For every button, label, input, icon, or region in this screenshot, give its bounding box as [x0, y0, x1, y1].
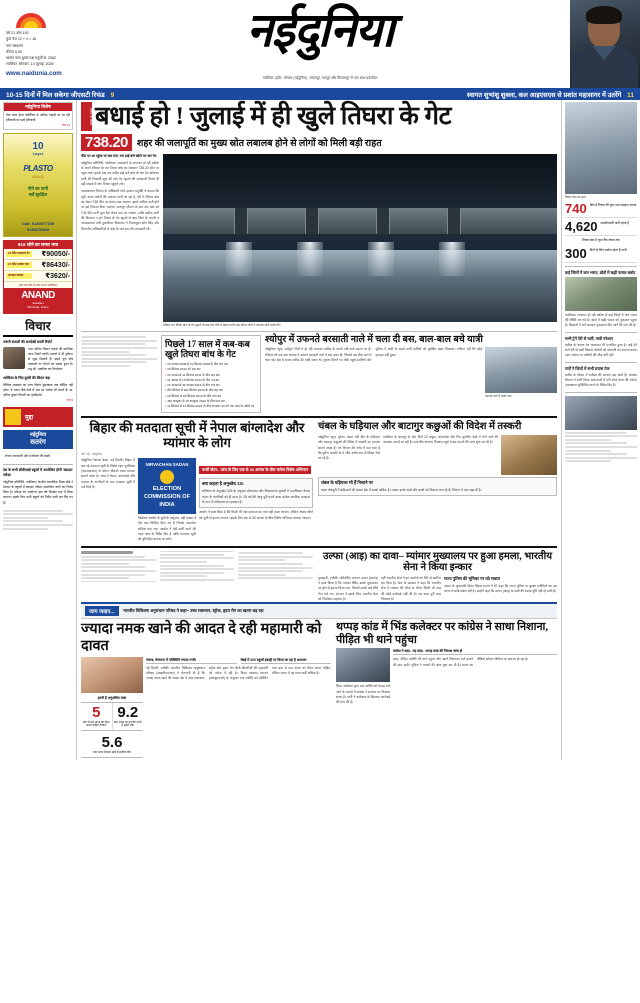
- thappad-photo-wrap: [336, 648, 390, 705]
- dam-stat-fullline: तिघरा बांध में फुल टैंक लेवल तक: [582, 238, 620, 242]
- thappad-photo: [336, 648, 390, 682]
- vichar-item[interactable]: [3, 340, 73, 372]
- teaser-right-page: 11: [627, 91, 634, 99]
- right-story-photo-0: [565, 277, 637, 311]
- right-story-text-1: बारिश के कारण रेल यातायात भी प्रभावित हुआ है। कई ट्रेनें घंटों देरी से चलीं जिससे यात्रियों को परेशानी का सामना करना पड़ा। स्टेशन पर यात्रियों की भीड़ लगी रही।: [565, 342, 637, 358]
- right-story-head-2[interactable]: सर्पों ने जिलों में सभी प्रयास तेज: [565, 365, 610, 371]
- vichar-title: विचार: [3, 317, 73, 337]
- dam-stat-text: फीट है तिघरा की कुल जल संग्रहण क्षमता: [589, 203, 637, 207]
- salt-body: नई दिल्ली, एजेंसी। भारतीय चिकित्सा अनुसंधान परिषद (आइसीएमआर) ने चेतावनी दी है कि ज्यादा नमक खाने की आदत देश में उच्च रक्तचाप, स्ट्रोक और हृदय रोग जैसी बीमारियों की महामारी को न्योता दे रही है। विश्व स्वास्थ्य संगठन (डब्ल्यूएचओ) के अनुसार एक व्यक्ति को प्रतिदिन पांच ग्राम से कम नमक का सेवन करना चाहिए, लेकिन भारत में यह मात्रा कहीं अधिक है।: [146, 665, 331, 681]
- chambal-side: [383, 435, 498, 475]
- ulfa-col-0: गुवाहाटी, एजेंसी। प्रतिबंधित संगठन उल्फा (स्वतंत्र) ने दावा किया है कि म्यांमार स्थित उसके मुख्यालय पर ड्रोन से हमला किया गया, जिसमें उसके कई शीर्ष नेता मारे गए। संगठन ने इसके लिए भारतीय सेना को जिम्मेदार ठहराया है।: [318, 575, 378, 601]
- salt-stat-num: 5: [92, 703, 101, 721]
- salt-stat: [113, 703, 144, 731]
- thappad-col-0: भिंड। कलेक्टर द्वारा एक व्यक्ति को थप्पड़ मारे जाने के मामले में कांग्रेस ने सरकार पर निशाना साधा है। पार्टी ने कलेक्टर के खिलाफ कार्रवाई की मांग की है।: [336, 684, 390, 705]
- salt-stat-header: इतनी है अनुशंसित मात्रा: [97, 695, 127, 700]
- bihar-kicker: और पढ़ें • नईदुनिया: [81, 452, 102, 457]
- tank-layer-label: Layer: [32, 151, 44, 157]
- right-rail: [562, 100, 640, 760]
- box17-item: ▪ 22 सितंबर से 29 सितंबर 2019 के बीच पांच बार: [165, 394, 257, 399]
- lead-photo-caption: रविवार रात तिघरा बांध के गेट खुलने के बाद तेज गति से बहता पानी। इस दौरान लोगों ने जमकर मौज मस्ती की।: [163, 322, 281, 327]
- lead-left-caption: फीट पर आ पहुंचा था जल स्तर, रात ढाई बजे खोले गए चार गेट: [81, 153, 157, 158]
- top-teaser-strip: [0, 88, 640, 100]
- salt-stat-num: 5.6: [101, 734, 123, 752]
- mudda-badge[interactable]: [3, 407, 73, 427]
- teaser-right[interactable]: [467, 90, 634, 99]
- masthead-title: [125, 2, 515, 61]
- lead-text-col: [81, 154, 159, 328]
- dam-right-caption: तिघरा बांध का दृश्य: [565, 195, 586, 199]
- dam-stat-num: 4,620: [565, 219, 598, 234]
- salt-colhead-1: चेन्नई में 300 स्कूलों इंडस्ट्री पर किया जा रहा है अध्ययन: [241, 657, 332, 664]
- lead-headline[interactable]: बधाई हो ! जुलाई में ही खुले तिघरा के गेट: [95, 101, 452, 130]
- ulfa-headline[interactable]: उल्फा (आइ) का दावा– म्यांमार मुख्यालय पर हुआ हमला, भारतीय सेना ने किया इन्कार: [322, 550, 553, 574]
- masthead: [0, 0, 640, 88]
- salt-stat-text: ग्राम नमक रोजाना खाते हैं ग्रामीण लोग: [93, 750, 131, 755]
- jeweller-address: MG Road, Indore: [27, 305, 49, 310]
- nd-special-text: [4, 111, 72, 129]
- bottom-row: [81, 621, 557, 760]
- ulfa-side: [444, 576, 557, 603]
- vichar-author-photo: [3, 347, 25, 369]
- vichar-item-author: प्रभु सी. चावरिया का विश्लेषण: [28, 367, 63, 372]
- salt-stat-text: ग्राम नमक का उपभोग करते हैं शहरी लोग: [113, 719, 142, 728]
- vichar-item-head: जरूरी सवालों की अनदेखी करती रिपोर्ट: [3, 340, 52, 345]
- chambal-col-0: नईदुनिया न्यूज, मुरैना। चंबल नदी क्षेत्र के घड़ियाल और बाटागुर कछुओं की विदेश में तस्करी का मामला सामने आया है। वन विभाग की जांच में पता चला है कि दुर्लभ प्रजाति के ये जीव अवैध रूप से विदेश भेजे जा रहे हैं।: [318, 434, 380, 461]
- lead-photo: [163, 154, 557, 322]
- chambal-row: [318, 435, 557, 475]
- meta-line-2: नगर संस्करण: [6, 43, 24, 48]
- chambal-side-head: चंबल के घड़ियाल भी हैं निशाने पर: [321, 479, 373, 485]
- meta-line-3: कीमत 5.00: [6, 49, 22, 54]
- dam-history-col: [81, 335, 157, 414]
- shyopur-body: नईदुनिया न्यूज, श्योपुर। जिले में हो रही लगातार बारिश के चलते नदी-नाले उफान पर हैं। रविवार को एक बस चालक ने उफनते बरसाती नाले में बस उतार दी, जिससे बस बीच नाले में फंस गई। बस में सवार करीब 30 यात्री सवार थे। सूचना मिलने पर मौके पहुंचे ग्रामीणों और पुलिस ने रस्सी के सहारे सभी यात्रियों को सुरक्षित बाहर निकाला। गनीमत रही कि कोई हताहत नहीं हुआ।: [265, 347, 482, 363]
- ulfa-side-text: असम के मुख्यमंत्री हिमंत बिस्वा सरमा ने भी कहा कि राज्य पुलिस या सुरक्षा एजेंसियों का इस घटना से कोई संबंध नहीं है। उन्होंने कहा कि उल्फा (आइ) के दावों की स्वतंत्र पुष्टि नहीं हो सकी है।: [444, 583, 557, 593]
- article-326-box: [199, 478, 313, 508]
- second-row: [81, 335, 557, 414]
- thappad-headline[interactable]: थप्पड़ कांड में भिंड कलेक्टर पर कांग्रेस ने साधा निशाना, पीड़ित भी थाने पहुंचा: [336, 621, 549, 646]
- bihar-col-1: निर्वाचन आयोग के सूत्रों के अनुसार, बड़ी संख्या में ऐसे नाम चिन्हित किए गए हैं जिनके दस्तावेज संदिग्ध पाए गए। आयोग ने ऐसे सभी नामों की गहन जांच के निर्देश दिए हैं ताकि मतदाता सूची को त्रुटिरहित बनाया जा सके।: [138, 515, 196, 542]
- thappad-row: [336, 648, 557, 705]
- gold-row-label: 22 कैरेट अच्छा भाव: [6, 262, 32, 268]
- lead-flag: तिघरा पर विशेष: [81, 102, 92, 131]
- ulfa-row: [318, 576, 557, 603]
- box17-item: ▪ 23 सितंबर 2010 को एक बार: [165, 367, 257, 372]
- bihar-story: [81, 421, 313, 542]
- right-story-head-0[interactable]: कई जिलों में जल भराव, खेतों में खड़ी फसल बर्बाद: [565, 269, 636, 275]
- lead-para-0: नईदुनिया प्रतिनिधि, ग्वालियर। जलाशयों के लगातार हो रही बारिश के चलते रविवार देर रात तिघरा बांध का जलस्तर 738.20 फीट पर पहुंच गया। इसके बाद रात करीब ढाई बजे बांध के चार गेट खोलकर पानी की निकासी शुरू की गई। गेट खुलने की जानकारी मिलते ही बड़ी संख्या में लोग तिघरा पहुंचने लगे।: [81, 160, 159, 186]
- cbse-text: नईदुनिया प्रतिनिधि, ग्वालियर। केन्द्रीय माध्यमिक शिक्षा बोर्ड ने देशभर के स्कूलों में स्काउट परीक्षा आयोजित करने का निर्णय लिया है। परीक्षा का आयोजन इस वर्ष सितंबर माह में किया जाएगा। इसके लिए सभी स्कूलों को निर्देश जारी कर दिए गए हैं।: [3, 480, 73, 505]
- main-column: [76, 100, 562, 760]
- thappad-col-1: उधर, पीड़ित व्यक्ति भी थाने पहुंचा और उसने शिकायत दर्ज कराने की बात कही। पुलिस ने मामले की जांच शुरू कर दी है। घटना का वीडियो सोशल मीडिया पर वायरल हो रहा है।: [393, 657, 529, 667]
- dam-stat-text: एमसीएफटी पानी रहता है: [600, 221, 630, 225]
- dam-stat-text: दिनों के लिए पर्याप्त होता है पानी: [589, 247, 627, 252]
- satrang-title: सतरंग: [30, 438, 46, 447]
- chambal-side-box: [318, 477, 557, 496]
- jeweller-name: ANAND: [21, 290, 55, 302]
- box17-list: [165, 362, 257, 409]
- tank-slogan-1: पीने का पानी: [27, 186, 49, 192]
- meta-line-5: ग्वालियर, सोमवार, 14 जुलाई, 2025: [6, 62, 54, 67]
- bihar-col-0: नईदुनिया नेशनल डेस्क, नई दिल्ली। बिहार में चल रहे मतदाता सूची के विशेष गहन पुनरीक्षण (एसआइआर) के दौरान चौंकाने वाला मामला सामने आया है। जांच में नेपाल, बांग्लादेश और म्यांमार के नागरिकों के नाम मतदाता सूची में दर्ज मिले हैं।: [81, 458, 135, 489]
- salt-stats-col: [81, 657, 143, 761]
- lead-photo-wrap: [163, 154, 557, 328]
- nd-special-label: नईदुनिया विशेष: [4, 103, 72, 111]
- bihar-extra-col: [81, 551, 313, 603]
- columnist-portrait: [570, 0, 640, 88]
- box17-item: ▪ आठ अक्टूबर से 15 अक्टूबर 2022 के बीच पांच बार: [165, 399, 257, 404]
- thappad-subhead: कांग्रेस ने कहा– यह कहा– थप्पड़ कांड की निष्पक्ष जांच हो: [393, 648, 557, 655]
- jagjaye-strip: [81, 602, 557, 619]
- chambal-photo: [501, 435, 557, 475]
- salt-colheads: [146, 657, 331, 664]
- plasto-tank-ad[interactable]: [3, 133, 73, 237]
- gold-row-label: आपका फायदा: [6, 273, 32, 279]
- right-bottom-photo: [565, 396, 637, 430]
- chambal-photo-wrap: [501, 435, 557, 475]
- tank-brand: PLASTO: [23, 164, 53, 174]
- cbse-head: देश के सभी सीबीएसई स्कूलों में आयोजित होगी 'स्काउट' परीक्षा: [3, 467, 74, 478]
- chambal-side-text: चंबल सेंक्चुरी में घड़ियालों की संख्या देश में सबसे अधिक है। तस्कर इनके अंडों और बच्चों को निशाना बना रहे हैं। विभाग ने गश्त बढ़ा दी है।: [321, 487, 482, 492]
- lead-grid: [81, 154, 557, 328]
- dam-stat-num: 740: [565, 201, 587, 216]
- ec-line3: ELECTION COMMISSION OF INDIA: [144, 486, 190, 509]
- vichar-section: [3, 317, 73, 403]
- chambal-headline[interactable]: चंबल के घड़ियाल और बाटागुर कछुओं की विदेश में तस्करी: [318, 421, 522, 433]
- jagjaye-tag: जाग जाइए...: [85, 606, 119, 616]
- left-rail: [0, 100, 76, 760]
- satrang-kicker: नईदुनिया: [29, 432, 47, 439]
- teaser-left-page: 9: [110, 91, 115, 99]
- nd-special-box[interactable]: [3, 102, 73, 130]
- masthead-left-info: [4, 6, 82, 77]
- right-story-head-1[interactable]: सभी ट्रेनें देरी से चलीं, यात्री परेशान: [565, 335, 614, 341]
- salt-body-col: [146, 657, 331, 761]
- chambal-story: [318, 421, 557, 542]
- bihar-inset-col: [199, 458, 313, 542]
- salt-stat: [81, 733, 143, 757]
- box17-item: ▪ 11 अगस्त से 15 सितंबर 2012 के बीच 14 बार: [165, 378, 257, 383]
- bihar-ec-col: [138, 458, 196, 542]
- article-326-head: क्या कहता है अनुच्छेद 326: [202, 481, 244, 487]
- salt-stat-group-2: [81, 733, 143, 758]
- bihar-redtag: फर्जी वोटर– जांच के लिए एक से 30 अगस्त के बीच चलेगा विशेष अभियान: [199, 466, 311, 474]
- bihar-row: [81, 458, 313, 542]
- salt-headline[interactable]: ज्यादा नमक खाने की आदत दे रही महामारी को दावत: [81, 621, 322, 654]
- right-story-text-2: बारिश के मौसम में सर्पदंश की घटनाएं बढ़ जाती हैं। स्वास्थ्य विभाग ने सभी जिला अस्पतालों में एंटी स्नेक वेनम की पर्याप्त उपलब्धता सुनिश्चित करने के निर्देश दिए हैं।: [565, 372, 637, 388]
- gold-rate-ad[interactable]: [3, 240, 73, 314]
- masthead-editions: ग्वालियर, इंदौर, भोपाल (नईदुनिया), जबलपुर, रायपुर और बिलासपुर से एक साथ प्रकाशित: [262, 76, 378, 80]
- gold-ad-note: सभी भाव प्रति 10 ग्राम (GST अतिरिक्त): [18, 284, 58, 288]
- lead-body: [81, 161, 159, 232]
- shyopur-body-row: [265, 347, 557, 399]
- teaser-right-text: स्वागत शुभांशु शुक्ला, कल आइएसएस से प्रशांत महासागर में उतरेंगे: [466, 91, 622, 99]
- jeweller-sub: Jewellers: [32, 301, 44, 306]
- shyopur-photo: [485, 347, 557, 393]
- shyopur-photo-wrap: [485, 347, 557, 399]
- tank-phone-1: Call: 9130077155: [21, 220, 55, 226]
- bihar-extra-text: [81, 551, 313, 581]
- tank-grade: GOLD: [32, 174, 44, 180]
- salt-colhead-0: पंजाब, तेलंगाना में परिस्थिति ज्यादा गंभीर: [146, 657, 237, 664]
- lead-para-1: जलसंसाधन विभाग के अधिकारी गोले हालात चतुर्वेदी ने बताया कि भूमि अपार कमेटी की लगातार पानी आ रहा है, ऐसे में रविवार बांध का लेवल 738 फीट पर बनाए रखा जाएगा। इससे अधिक पानी होने पर इसे निकाल दिया जाएगा। मानसून सीजन के अंत तक बांध को 742 फीट पानी फुल टैंक लेवल तक भर जाएगा, ताकि खरीफ पानी की किल्लत न हो। तिघरा के गेट खुलने के बाद जिले के प्रभारी व जलसंसाधन मंत्री तुलसीराम सिलावट ने तिघराकुल सोन सिंह और विभागीय अधिकारियों से बांध के जल स्तर की जानकारी ली।: [81, 189, 159, 231]
- box17-item: ▪ 15 अगस्त से 11 सितंबर 2011 के बीच छह बार: [165, 373, 257, 378]
- sun-logo-icon: [16, 6, 46, 28]
- lead-big-number: 738.20: [81, 134, 132, 151]
- box17-item: ▪ तीन सितंबर से सात सितंबर 2019 के बीच छह बार: [165, 388, 257, 393]
- website-url[interactable]: www.naidunia.com: [6, 69, 62, 77]
- gold-rate-row: [4, 249, 72, 260]
- thappad-body-col: [393, 648, 557, 705]
- ulfa-story: [318, 551, 557, 603]
- nd-special-body: गीत कला हेल्थ क्लीनिक से अधिक पहाड़ी पर आ रही हरियाली पर छाई हरियाली: [6, 113, 70, 122]
- box17-item: ▪ 15 अगस्त 2008 से 21 सितंबर 2008 के बीच चार बार: [165, 362, 257, 367]
- gold-rate-row: [4, 271, 72, 282]
- vichar-item-head: अमेरिका के लिए दूसरी की कीमत बड़ा: [3, 376, 51, 381]
- bihar-headline[interactable]: बिहार की मतदाता सूची में नेपाल बांग्लादेश और म्यांमार के लोग: [89, 420, 305, 451]
- vichar-item-author: डा. अनिल कुमार तिवारी का पृथ्वीदर्शन: [3, 388, 73, 398]
- emblem-icon: [160, 470, 174, 484]
- dam-right-photo: [565, 102, 637, 194]
- salt-stat-text: ग्राम से कम नमक का सेवन करना चाहिए रोजाना: [82, 719, 110, 728]
- box17-title: पिछले 17 साल में कब-कब खुले तिघरा बांध के गेट: [165, 338, 250, 360]
- ec-line1: NIRVACHAN SADAN: [145, 462, 189, 468]
- fourth-row: [81, 551, 557, 603]
- ec-logo: [138, 458, 196, 514]
- teaser-left-text: 10-15 दिनों में मिल सकेगा जीएसटी रिफंड: [6, 91, 105, 99]
- meta-line-0: वर्ष 21 अंक 192: [6, 31, 29, 35]
- vichar-item[interactable]: [3, 376, 73, 403]
- dam-stat: [565, 200, 637, 218]
- right-story-text-0: ग्वालियर। लगातार हो रही बारिश से कई जिलों में जल भराव की स्थिति बन गई है। खेतों में खड़ी फसल को नुकसान पहुंचा है। किसानों ने सर्वे कराकर मुआवजा दिए जाने की मांग की है।: [565, 312, 637, 328]
- salt-story: [81, 621, 331, 760]
- gold-row-value: ₹3620/-: [45, 273, 70, 281]
- shyopur-story: [265, 335, 557, 414]
- thappad-story: [336, 621, 557, 760]
- jeweller-brand: [4, 288, 72, 313]
- cbse-story[interactable]: [3, 468, 73, 506]
- masthead-meta: [4, 30, 82, 68]
- dam-gate-history-box: [161, 335, 261, 414]
- gold-rate-row: [4, 260, 72, 271]
- ulfa-col-1: वहीं भारतीय सेना ने इन आरोपों को सिरे से खारिज कर दिया है। सेना के प्रवक्ता ने कहा कि भारतीय सेना ने म्यांमार की सीमा के भीतर किसी भी तरह की कोई कार्रवाई नहीं की है। यह दावा पूरी तरह निराधार है।: [381, 575, 441, 601]
- salt-stat-group: [81, 702, 143, 732]
- third-row: [81, 421, 557, 542]
- dam-stat: [565, 245, 637, 263]
- ulfa-side-head: राज्य पुलिस की भूमिका पर उठे सवाल: [444, 575, 501, 581]
- article-326-text: संविधान के अनुच्छेद 326 के अनुसार लोकसभा और विधानसभा चुनावों में मताधिकार केवल भारत के नागरिकों को ही प्राप्त है। 18 वर्ष की आयु पूरी करने वाला प्रत्येक नागरिक मतदाता के रूप में पंजीकरण का हकदार है।: [202, 489, 310, 504]
- satrang-sub: रोचक जानकारी और मनोरंजन की खबरें: [5, 454, 50, 459]
- gold-row-label: 22 कैरेट साधारण रेट: [6, 251, 32, 257]
- tank-layers-num: 10: [32, 141, 44, 153]
- chambal-col-1: ग्वालियर के बाटागुर से और मिले 22 कछुए, बांग्लादेश और फिर यूरोपीय देशों में भेजे जाने की आशंका जताई जा रही है। वन्यजीव अपराध नियंत्रण ब्यूरो ने इस मामले की जांच शुरू कर दी है।: [383, 434, 498, 445]
- salt-photo: [81, 657, 143, 693]
- shyopur-headline[interactable]: श्योपुर में उफनते बरसाती नाले में चला दी बस, बाल-बाल बचे यात्री: [265, 334, 483, 345]
- gold-row-value: ₹90050/-: [41, 251, 70, 259]
- tank-layer-count: [32, 142, 43, 156]
- nd-special-page: पेज 12: [61, 122, 70, 127]
- lead-headline-row: [81, 102, 557, 131]
- lead-subrow: [81, 134, 557, 151]
- mudda-label: मुद्दा: [25, 415, 34, 422]
- meta-line-1: कुल पेज 12 + 4 = 16: [6, 37, 37, 42]
- page-content: [0, 100, 640, 760]
- salt-stat: [81, 703, 113, 731]
- box17-item: ▪ 11 सितंबर से 13 सितंबर 2024 के बीच लगातार 33 घंटे तक चला गेट खोले गए: [165, 404, 257, 409]
- vichar-more[interactable]: पेज 6: [66, 398, 73, 403]
- satrang-promo[interactable]: [3, 430, 73, 449]
- dam-stat-num: 300: [565, 245, 587, 261]
- jagjaye-text: भारतीय चिकित्सा अनुसंधान परिषद ने कहा– उच्च रक्तचाप, स्ट्रोक, हृदय रोग का खतरा बढ़ रहा: [122, 608, 264, 614]
- tank-phone-2: 9130076942: [26, 226, 50, 232]
- meta-line-4: श्रावण मास शुक्ल पक्ष चतुर्थी सं. 2082: [6, 56, 57, 61]
- salt-stat-num: 9.2: [117, 703, 139, 721]
- tank-slogan-2: सर्वे सुरक्षित: [28, 192, 48, 198]
- gold-ad-header: 916 सोने का सच्चा भाव: [4, 241, 72, 249]
- lead-subheadline: शहर की जलापूर्ति का मुख्य स्रोत लबालब होने से लोगों को मिली बड़ी राहत: [136, 138, 382, 149]
- dam-history-intro: [81, 336, 157, 367]
- salt-row: [81, 657, 331, 761]
- paper-logo: नईदुनिया: [246, 5, 394, 57]
- gold-row-value: ₹86430/-: [41, 262, 70, 270]
- tank-contact[interactable]: [4, 221, 72, 232]
- bihar-col-2: आयोग ने स्पष्ट किया है कि किसी भी पात्र मतदाता का नाम नहीं काटा जाएगा, लेकिन अपात्र लोगों को सूची से हटाया जाएगा। इसके लिए एक से 30 अगस्त के बीच विशेष अभियान चलाया जाएगा।: [199, 510, 313, 520]
- mudda-icon: [5, 409, 21, 425]
- teaser-left[interactable]: [6, 90, 114, 99]
- vichar-item-text: एअर इंडिया विमान हादसे की प्रारंभिक जांच रिपोर्ट काफी मायनों में ही दुर्घटना से जुड़ा दिखती है। इसमें पूरा दोष पायलटों पर थोपने का प्रयास हुआ है।: [28, 346, 73, 367]
- vichar-item-text: वैश्विक व्यवस्था का उत्तर विरोध मुकाबला तक सीमित नहीं होगा। वे भारत जैसे देशों में अब का भरोसा भी घटाते हैं।: [3, 382, 73, 393]
- dam-stat: [565, 218, 637, 236]
- tank-slogan: [4, 186, 72, 198]
- box17-item: ▪ 23 अगस्त से 30 अगस्त 2019 के बीच चार बार: [165, 383, 257, 388]
- shyopur-photo-caption: उफनते नाले में फंसी बस।: [485, 394, 512, 399]
